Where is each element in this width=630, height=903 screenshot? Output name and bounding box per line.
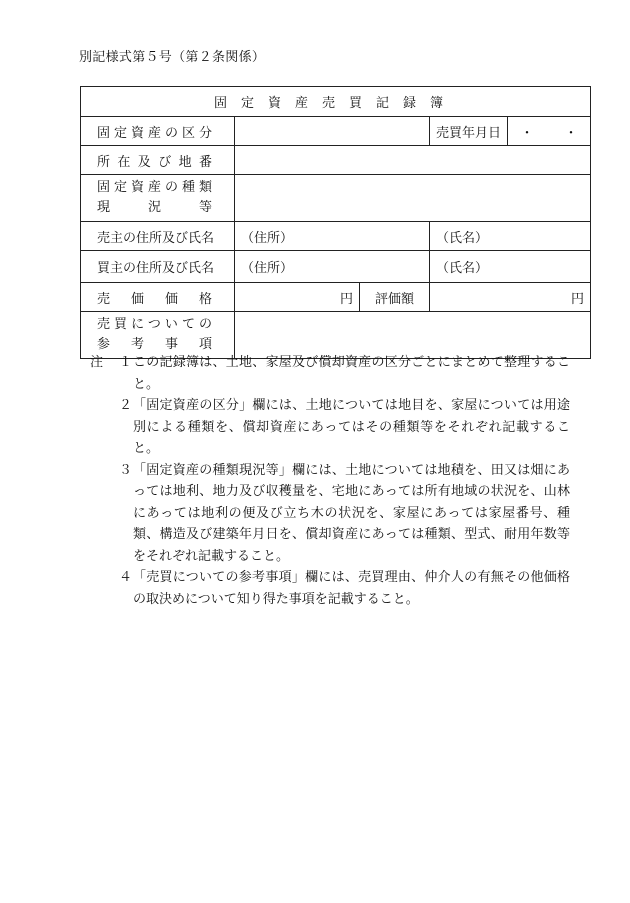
sale-date-label: 売買年月日	[430, 117, 508, 146]
date-separator-2: ・	[564, 125, 578, 141]
notes-section	[90, 352, 570, 610]
sale-date-value[interactable]	[508, 117, 591, 146]
appraisal-value[interactable]: 円	[430, 283, 591, 312]
note-number: ３	[119, 462, 133, 478]
form-number: 別記様式第５号（第２条関係）	[79, 50, 266, 65]
buyer-name[interactable]: （氏名）	[430, 251, 591, 283]
seller-name[interactable]: （氏名）	[430, 222, 591, 251]
buyer-label: 買主の住所及び氏名	[81, 251, 235, 283]
category-value[interactable]	[235, 117, 430, 146]
price-value[interactable]: 円	[235, 283, 360, 312]
reference-notes-label-line2: 参考事項	[97, 337, 212, 352]
note-text: この記録簿は、土地、家屋及び償却資産の区分ごとにまとめて整理すること。	[133, 355, 570, 392]
note-text: 「固定資産の種類現況等」欄には、土地については地積を、田又は畑にあっては地利、地力及び収穫量を、宅地にあっては所有地域の状況を、山林にあっては地利の便及び立ち木の状況を、家屋にあっては家屋番号、種類、構造及び建築年月日を、償却資産にあっては種類、型式、耐用年数等をそれぞれ記載すること。	[133, 462, 570, 564]
price-label: 売価価格	[81, 283, 235, 312]
note-text: 「売買についての参考事項」欄には、売買理由、仲介人の有無その他価格の取決めについて知り得た事項を記載すること。	[133, 570, 570, 607]
reference-notes-label-line1: 売買についての	[97, 317, 212, 332]
type-status-label-line2: 現況等	[97, 200, 212, 215]
ledger-table	[80, 86, 591, 359]
note-text: 「固定資産の区分」欄には、土地については地目を、家屋については用途別による種類を、償却資産にあってはその種類等をそれぞれ記載すること。	[133, 398, 570, 456]
location-label: 所在及び地番	[81, 146, 235, 175]
ledger-title: 固定資産売買記録簿	[81, 87, 591, 117]
category-label: 固定資産の区分	[81, 117, 235, 146]
note-number: ４	[119, 570, 133, 585]
appraisal-label: 評価額	[360, 283, 430, 312]
location-value[interactable]	[235, 146, 591, 175]
note-item	[90, 567, 570, 610]
date-separator-1: ・	[520, 125, 534, 141]
seller-address[interactable]: （住所）	[235, 222, 430, 251]
notes-heading: 注	[90, 355, 104, 370]
note-item	[90, 395, 570, 460]
buyer-address[interactable]: （住所）	[235, 251, 430, 283]
type-status-label	[81, 175, 235, 222]
note-item	[90, 460, 570, 568]
seller-label: 売主の住所及び氏名	[81, 222, 235, 251]
note-item	[90, 352, 570, 395]
type-status-value[interactable]	[235, 175, 591, 222]
note-number: ２	[119, 398, 133, 413]
note-number: １	[119, 355, 133, 370]
type-status-label-line1: 固定資産の種類	[97, 180, 212, 195]
